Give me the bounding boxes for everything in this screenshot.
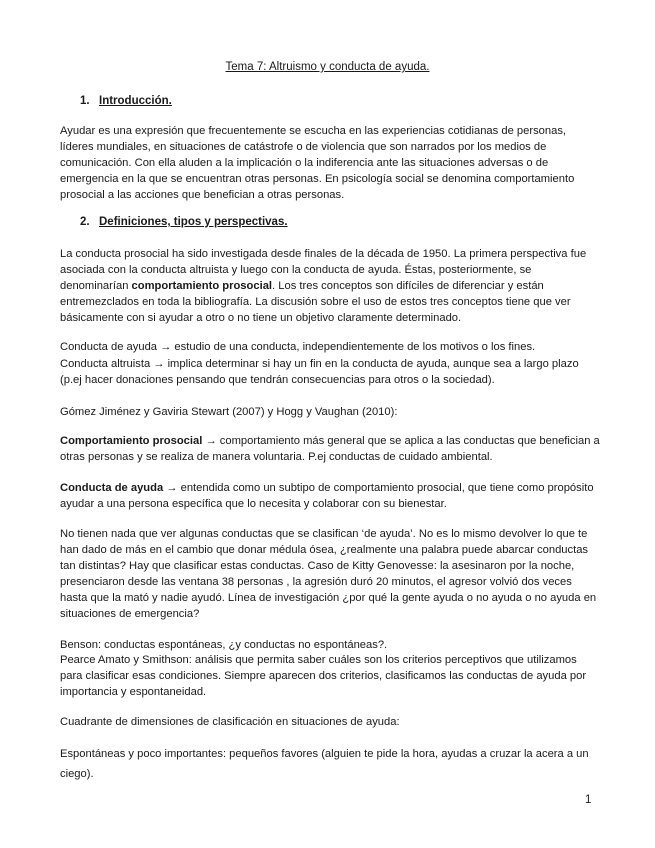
bold-term: comportamiento prosocial: [131, 280, 273, 292]
paragraph-benson: Benson: conductas espontáneas, ¿y conductas no espontáneas?.: [60, 639, 388, 651]
section-title: Introducción.: [99, 95, 172, 107]
paragraph-spontaneous: Espontáneas y poco importantes: pequeños favores (alguien te pide la hora, ayudas a cruzar la acera a un ciego).: [60, 748, 589, 780]
bold-term: Comportamiento prosocial: [60, 435, 203, 447]
section-heading-intro: [80, 95, 172, 107]
paragraph-prosocial-definition: [60, 433, 600, 465]
document-title: Tema 7: Altruismo y conducta de ayuda.: [225, 61, 430, 73]
text-run: La conducta prosocial ha sido investigada desde finales de la década de 1950. La primera perspectiva fue asociada con la conducta altruista y luego con la conducta de ayuda. Éstas, posteriormente, se denominarían: [60, 248, 587, 292]
paragraph-conducta-altruista-line: Conducta altruista → implica determinar si hay un fin en la conducta de ayuda, aunque sea a largo plazo (p.ej hacer donaciones pensando que tendrán consecuencias para otros o la sociedad).: [60, 358, 579, 386]
paragraph-intro: [60, 123, 600, 203]
page-number: 1: [585, 794, 592, 806]
paragraph-quadrant: Cuadrante de dimensiones de clasificación en situaciones de ayuda:: [60, 716, 400, 728]
section-number: 1.: [80, 95, 90, 107]
section-number: 2.: [80, 216, 90, 228]
text-run: → comportamiento más general que se aplica a las conductas que benefician a otras personas y se realiza de manera voluntaria. P.ej conductas de cuidado ambiental.: [60, 435, 600, 463]
paragraph-ayuda-definition: [60, 480, 600, 512]
section-title: Definiciones, tipos y perspectivas.: [99, 216, 288, 228]
section-heading-definitions: [80, 216, 288, 228]
paragraph-conducta-ayuda-line: Conducta de ayuda → estudio de una conducta, independientemente de los motivos o los fines.: [60, 341, 536, 353]
paragraph-history: [60, 246, 600, 326]
paragraph-examples: No tienen nada que ver algunas conductas que se clasifican ‘de ayuda’. No es lo mismo devolver lo que te han dado de más en el cambio que donar médula ósea, ¿realmente una palabra puede abarcar conductas tan distintas? Hay que clasificar estas conductas. Caso de Kitty Genovesse: la asesinaron por la noche, presenciaron desde las ventana 38 personas , la agresión duró 20 minutos, el agresor volvió dos veces hasta que la mató y nadie ayudó. Línea de investigación ¿por qué la gente ayuda o no ayuda o no ayuda en situaciones de emergencia?: [60, 528, 597, 620]
paragraph-pearce: Pearce Amato y Smithson: análisis que permita saber cuáles son los criterios perceptivos que utilizamos para clasificar esas condiciones. Siempre aparecen dos criterios, clasificamos las conductas de ayuda por importancia y espontaneidad.: [60, 654, 587, 698]
paragraph-sources: Gómez Jiménez y Gaviria Stewart (2007) y Hogg y Vaughan (2010):: [60, 406, 398, 418]
bold-term: Conducta de ayuda: [60, 482, 164, 494]
text-run: Ayudar es una expresión que frecuentemente se escucha en las experiencias cotidianas de personas, líderes mundiales, en situaciones de catástrofe o de violencia que son narrados por los medios de comunicación. Con ella aluden a la implicación o la indiferencia ante las situaciones adversas o de emergencia en la que se encuentran otras personas. En psicología social se denomina comportamiento prosocial a las acciones que benefician a otras personas.: [60, 125, 575, 201]
text-run: . Los tres conceptos son difíciles de diferenciar y están entremezclados en toda la bibliografía. La discusión sobre el uso de estos tres conceptos tiene que ver básicamente con si ayudar a otro o no tiene un objetivo claramente determinado.: [60, 280, 571, 324]
text-run: → entendida como un subtipo de comportamiento prosocial, que tiene como propósito ayudar a una persona específica que lo necesita y colaborar con su bienestar.: [60, 482, 594, 510]
